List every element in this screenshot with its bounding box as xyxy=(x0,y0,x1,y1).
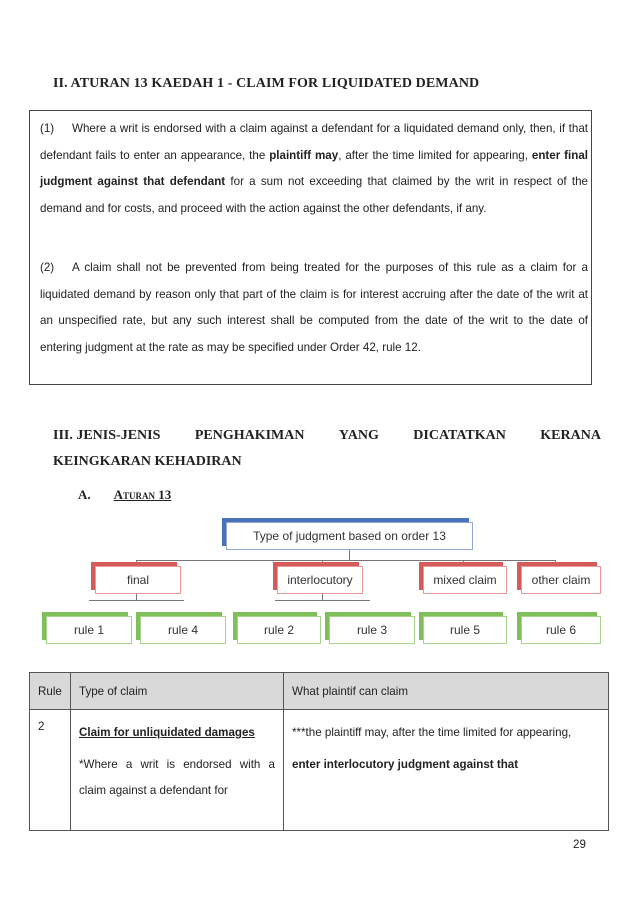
cell-type: Claim for unliquidated damages *Where a writ is endorsed with a claim against a defendant for xyxy=(71,710,284,831)
chart-node-rule-2: rule 2 xyxy=(237,616,321,644)
chart-node-interlocutory: interlocutory xyxy=(277,566,363,594)
column-header-claim: What plaintif can claim xyxy=(284,673,609,710)
subsection-a-heading: A. Aturan 13 xyxy=(78,487,172,502)
section-2-heading: II. ATURAN 13 KAEDAH 1 - CLAIM FOR LIQUIDATED DEMAND xyxy=(53,76,480,91)
connector xyxy=(89,600,184,601)
cell-claim: ***the plaintiff may, after the time limited for appearing, enter interlocutory judgment against that xyxy=(284,710,609,831)
chart-node-rule-3: rule 3 xyxy=(329,616,415,644)
chart-node-rule-1: rule 1 xyxy=(46,616,132,644)
connector xyxy=(275,600,370,601)
paragraph-number-2: (2) xyxy=(40,261,55,274)
cell-rule: 2 xyxy=(30,710,71,831)
table-row xyxy=(30,710,609,831)
rule-paragraph-2: (2) A claim shall not be prevented from being treated for the purposes of this rule as a claim for a liquidated demand by reason only that part of the claim is for interest accruing after the date of the writ at an unspecified rate, but any such interest shall be computed from the date of the writ to the date of entering judgment at the rate as may be specified under Order 42, rule 12. xyxy=(40,255,588,361)
chart-node-rule-6: rule 6 xyxy=(521,616,601,644)
connector xyxy=(322,594,323,600)
section-3-heading: III. JENIS-JENIS PENGHAKIMAN YANG DICATATKAN KERANA KEINGKARAN KEHADIRAN xyxy=(53,428,601,469)
chart-node-rule-4: rule 4 xyxy=(140,616,226,644)
column-header-type: Type of claim xyxy=(71,673,284,710)
chart-node-final: final xyxy=(95,566,181,594)
table-header-row xyxy=(30,673,609,710)
rules-table xyxy=(29,672,609,831)
rule-paragraph-1: (1) Where a writ is endorsed with a claim against a defendant for a liquidated demand only, then, if that defendant fails to enter an appearance, the plaintiff may, after the time limited for appearing, enter final judgment against that defendant for a sum not exceeding that claimed by the writ in respect of the demand and for costs, and proceed with the action against the other defendants, if any. xyxy=(40,116,588,222)
paragraph-number-1: (1) xyxy=(40,122,55,135)
chart-node-mixed-claim: mixed claim xyxy=(423,566,507,594)
connector xyxy=(136,594,137,600)
column-header-rule: Rule xyxy=(30,673,71,710)
chart-node-rule-5: rule 5 xyxy=(423,616,507,644)
chart-node-other-claim: other claim xyxy=(521,566,601,594)
connector-level1 xyxy=(136,560,555,561)
chart-root-node: Type of judgment based on order 13 xyxy=(226,522,473,550)
page-number: 29 xyxy=(573,838,586,851)
connector-root xyxy=(349,550,350,560)
